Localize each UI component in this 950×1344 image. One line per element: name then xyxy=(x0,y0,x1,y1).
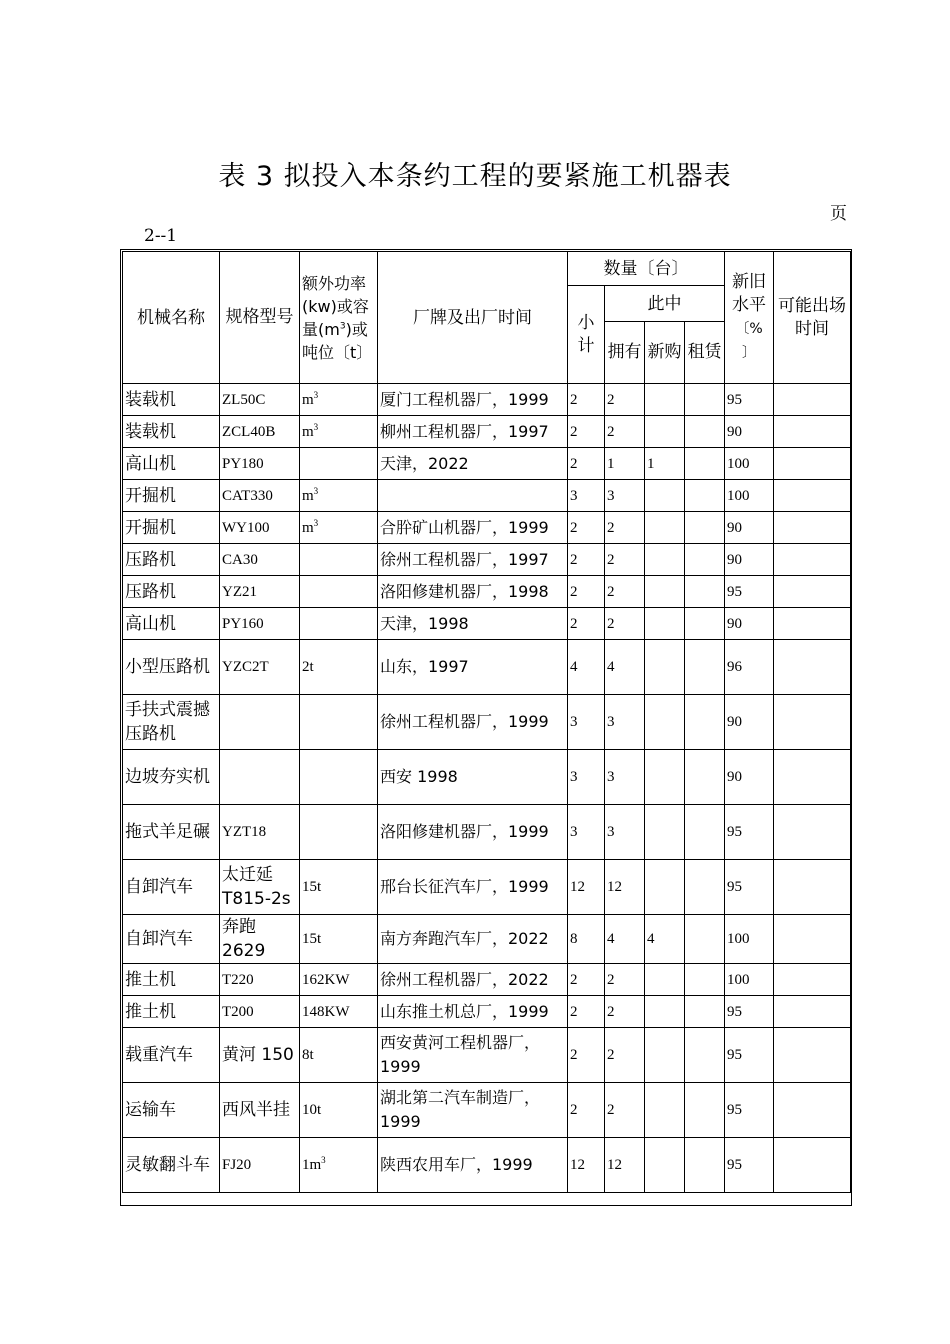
cell-name: 灵敏翻斗车 xyxy=(123,1138,220,1193)
cell-new-buy xyxy=(645,695,685,750)
cell-rent xyxy=(685,544,725,576)
table-row xyxy=(123,750,851,805)
cell-arrival xyxy=(774,608,851,640)
cell-owned: 2 xyxy=(605,416,645,448)
cell-model: PY160 xyxy=(220,608,300,640)
cell-condition: 96 xyxy=(725,640,774,695)
header-quantity: 数量〔台〕 xyxy=(568,252,725,286)
table-row xyxy=(123,576,851,608)
cell-owned: 4 xyxy=(605,915,645,964)
cell-name: 运输车 xyxy=(123,1083,220,1138)
cell-condition: 95 xyxy=(725,1083,774,1138)
cell-new-buy xyxy=(645,608,685,640)
cell-maker: 山东，1997 xyxy=(378,640,568,695)
cell-new-buy: 1 xyxy=(645,448,685,480)
table-row xyxy=(123,448,851,480)
cell-model: 太迁延 T815-2s xyxy=(220,860,300,915)
cell-arrival xyxy=(774,544,851,576)
page-label: 页 xyxy=(830,204,847,224)
cell-rent xyxy=(685,996,725,1028)
cell-rent xyxy=(685,915,725,964)
table-row xyxy=(123,915,851,964)
cell-condition: 95 xyxy=(725,1028,774,1083)
cell-power: $1m^3$ xyxy=(300,1138,378,1193)
cell-owned: 3 xyxy=(605,695,645,750)
cell-arrival xyxy=(774,416,851,448)
header-condition: 新旧水平 〔% 〕 xyxy=(725,252,774,384)
cell-model: T200 xyxy=(220,996,300,1028)
cell-subtotal: 3 xyxy=(568,805,605,860)
cell-name: 边坡夯实机 xyxy=(123,750,220,805)
header-subtotal: 小计 xyxy=(568,286,605,384)
cell-condition: 100 xyxy=(725,448,774,480)
cell-arrival xyxy=(774,1138,851,1193)
cell-name: 推土机 xyxy=(123,996,220,1028)
cell-arrival xyxy=(774,964,851,996)
cell-owned: 2 xyxy=(605,384,645,416)
cell-subtotal: 2 xyxy=(568,512,605,544)
cell-condition: 90 xyxy=(725,695,774,750)
cell-arrival xyxy=(774,860,851,915)
cell-arrival xyxy=(774,448,851,480)
cell-condition: 95 xyxy=(725,996,774,1028)
cell-condition: 95 xyxy=(725,860,774,915)
cell-arrival xyxy=(774,750,851,805)
cell-rent xyxy=(685,860,725,915)
cell-name: 手扶式震撼压路机 xyxy=(123,695,220,750)
cell-power xyxy=(300,448,378,480)
cell-owned: 2 xyxy=(605,1028,645,1083)
cell-name: 自卸汽车 xyxy=(123,915,220,964)
header-maker: 厂牌及出厂时间 xyxy=(378,252,568,384)
cell-subtotal: 3 xyxy=(568,480,605,512)
cell-owned: 2 xyxy=(605,964,645,996)
cell-new-buy: 4 xyxy=(645,915,685,964)
cell-condition: 90 xyxy=(725,512,774,544)
cell-maker: 徐州工程机器厂，1999 xyxy=(378,695,568,750)
cell-owned: 2 xyxy=(605,608,645,640)
cell-rent xyxy=(685,576,725,608)
header-rent: 租赁 xyxy=(685,322,725,384)
cell-power xyxy=(300,805,378,860)
cell-name: 开掘机 xyxy=(123,480,220,512)
cell-name: 高山机 xyxy=(123,448,220,480)
table-body xyxy=(123,384,851,1193)
cell-rent xyxy=(685,608,725,640)
cell-owned: 3 xyxy=(605,750,645,805)
cell-condition: 90 xyxy=(725,750,774,805)
cell-power: $m^3$ xyxy=(300,512,378,544)
cell-power: 8t xyxy=(300,1028,378,1083)
cell-condition: 95 xyxy=(725,805,774,860)
cell-owned: 12 xyxy=(605,1138,645,1193)
cell-power: $m^3$ xyxy=(300,384,378,416)
cell-model: ZCL40B xyxy=(220,416,300,448)
cell-arrival xyxy=(774,695,851,750)
cell-arrival xyxy=(774,576,851,608)
cell-model: CAT330 xyxy=(220,480,300,512)
table-row xyxy=(123,640,851,695)
cell-arrival xyxy=(774,996,851,1028)
cell-model: 奔跑 2629 xyxy=(220,915,300,964)
cell-new-buy xyxy=(645,512,685,544)
cell-subtotal: 12 xyxy=(568,860,605,915)
cell-arrival xyxy=(774,640,851,695)
cell-maker: 西安 1998 xyxy=(378,750,568,805)
cell-new-buy xyxy=(645,544,685,576)
cell-power xyxy=(300,544,378,576)
cell-new-buy xyxy=(645,416,685,448)
cell-subtotal: 2 xyxy=(568,448,605,480)
cell-power xyxy=(300,608,378,640)
table-row xyxy=(123,544,851,576)
cell-power: 10t xyxy=(300,1083,378,1138)
cell-power xyxy=(300,576,378,608)
cell-model: YZ21 xyxy=(220,576,300,608)
cell-subtotal: 2 xyxy=(568,996,605,1028)
cell-condition: 100 xyxy=(725,964,774,996)
cell-model: PY180 xyxy=(220,448,300,480)
cell-maker: 西安黄河工程机器厂，1999 xyxy=(378,1028,568,1083)
cell-subtotal: 3 xyxy=(568,695,605,750)
cell-maker: 天津，2022 xyxy=(378,448,568,480)
cell-maker: 厦门工程机器厂，1999 xyxy=(378,384,568,416)
cell-model: ZL50C xyxy=(220,384,300,416)
cell-name: 开掘机 xyxy=(123,512,220,544)
cell-power: 2t xyxy=(300,640,378,695)
cell-power: $m^3$ xyxy=(300,480,378,512)
cell-owned: 2 xyxy=(605,996,645,1028)
cell-model xyxy=(220,750,300,805)
cell-power: 15t xyxy=(300,860,378,915)
cell-model: 西风半挂 xyxy=(220,1083,300,1138)
cell-maker: 湖北第二汽车制造厂，1999 xyxy=(378,1083,568,1138)
cell-power: $m^3$ xyxy=(300,416,378,448)
machinery-table xyxy=(122,251,851,1193)
cell-model: CA30 xyxy=(220,544,300,576)
cell-maker: 洛阳修建机器厂，1998 xyxy=(378,576,568,608)
cell-subtotal: 3 xyxy=(568,750,605,805)
cell-subtotal: 2 xyxy=(568,1083,605,1138)
cell-maker: 邢台长征汽车厂，1999 xyxy=(378,860,568,915)
cell-model: 黄河 150 xyxy=(220,1028,300,1083)
cell-name: 载重汽车 xyxy=(123,1028,220,1083)
header-name: 机械名称 xyxy=(123,252,220,384)
cell-subtotal: 2 xyxy=(568,964,605,996)
cell-subtotal: 8 xyxy=(568,915,605,964)
cell-rent xyxy=(685,480,725,512)
header-new-buy: 新购 xyxy=(645,322,685,384)
cell-name: 小型压路机 xyxy=(123,640,220,695)
cell-subtotal: 2 xyxy=(568,576,605,608)
cell-rent xyxy=(685,1083,725,1138)
table-row xyxy=(123,416,851,448)
header-owned: 拥有 xyxy=(605,322,645,384)
cell-condition: 100 xyxy=(725,480,774,512)
table-row xyxy=(123,1028,851,1083)
cell-rent xyxy=(685,1138,725,1193)
cell-owned: 12 xyxy=(605,860,645,915)
cell-arrival xyxy=(774,805,851,860)
header-arrival: 可能出场时间 xyxy=(774,252,851,384)
cell-new-buy xyxy=(645,1138,685,1193)
cell-name: 自卸汽车 xyxy=(123,860,220,915)
cell-name: 高山机 xyxy=(123,608,220,640)
cell-arrival xyxy=(774,512,851,544)
table-row xyxy=(123,384,851,416)
table-row xyxy=(123,695,851,750)
cell-name: 推土机 xyxy=(123,964,220,996)
cell-new-buy xyxy=(645,640,685,695)
cell-power: 148KW xyxy=(300,996,378,1028)
table-row xyxy=(123,512,851,544)
cell-owned: 2 xyxy=(605,1083,645,1138)
header-power: 额外功率(kw)或容量$(m^3)$或吨位〔t〕 xyxy=(300,252,378,384)
cell-name: 压路机 xyxy=(123,576,220,608)
cell-model xyxy=(220,695,300,750)
cell-rent xyxy=(685,695,725,750)
table-row xyxy=(123,1083,851,1138)
table-row xyxy=(123,996,851,1028)
cell-model: YZT18 xyxy=(220,805,300,860)
cell-owned: 2 xyxy=(605,576,645,608)
cell-maker: 洛阳修建机器厂，1999 xyxy=(378,805,568,860)
cell-maker: 徐州工程机器厂，1997 xyxy=(378,544,568,576)
cell-model: FJ20 xyxy=(220,1138,300,1193)
header-model: 规格型号 xyxy=(220,252,300,384)
cell-arrival xyxy=(774,1028,851,1083)
cell-condition: 90 xyxy=(725,608,774,640)
cell-owned: 4 xyxy=(605,640,645,695)
cell-new-buy xyxy=(645,576,685,608)
cell-owned: 3 xyxy=(605,480,645,512)
cell-name: 装载机 xyxy=(123,384,220,416)
cell-maker: 柳州工程机器厂，1997 xyxy=(378,416,568,448)
cell-power: 15t xyxy=(300,915,378,964)
table-row xyxy=(123,1138,851,1193)
cell-rent xyxy=(685,416,725,448)
cell-new-buy xyxy=(645,480,685,512)
cell-subtotal: 2 xyxy=(568,384,605,416)
cell-name: 拖式羊足碾 xyxy=(123,805,220,860)
cell-new-buy xyxy=(645,860,685,915)
cell-subtotal: 2 xyxy=(568,608,605,640)
cell-rent xyxy=(685,384,725,416)
table-row xyxy=(123,964,851,996)
cell-rent xyxy=(685,1028,725,1083)
cell-maker: 天津，1998 xyxy=(378,608,568,640)
cell-arrival xyxy=(774,1083,851,1138)
cell-condition: 95 xyxy=(725,1138,774,1193)
cell-rent xyxy=(685,805,725,860)
cell-arrival xyxy=(774,480,851,512)
cell-maker: 徐州工程机器厂，2022 xyxy=(378,964,568,996)
cell-condition: 90 xyxy=(725,544,774,576)
cell-new-buy xyxy=(645,750,685,805)
cell-model: YZC2T xyxy=(220,640,300,695)
cell-maker: 山东推土机总厂，1999 xyxy=(378,996,568,1028)
cell-subtotal: 12 xyxy=(568,1138,605,1193)
cell-name: 压路机 xyxy=(123,544,220,576)
cell-condition: 95 xyxy=(725,384,774,416)
table-number: 2--1 xyxy=(144,226,178,246)
cell-rent xyxy=(685,750,725,805)
cell-rent xyxy=(685,512,725,544)
cell-condition: 95 xyxy=(725,576,774,608)
cell-subtotal: 2 xyxy=(568,416,605,448)
cell-subtotal: 2 xyxy=(568,544,605,576)
cell-power xyxy=(300,750,378,805)
cell-condition: 100 xyxy=(725,915,774,964)
cell-subtotal: 4 xyxy=(568,640,605,695)
cell-arrival xyxy=(774,915,851,964)
cell-condition: 90 xyxy=(725,416,774,448)
cell-new-buy xyxy=(645,1083,685,1138)
cell-new-buy xyxy=(645,384,685,416)
cell-owned: 3 xyxy=(605,805,645,860)
table-row xyxy=(123,805,851,860)
cell-maker: 陕西农用车厂，1999 xyxy=(378,1138,568,1193)
table-row xyxy=(123,480,851,512)
cell-new-buy xyxy=(645,805,685,860)
cell-rent xyxy=(685,640,725,695)
table-row xyxy=(123,860,851,915)
cell-owned: 1 xyxy=(605,448,645,480)
cell-model: WY100 xyxy=(220,512,300,544)
cell-power: 162KW xyxy=(300,964,378,996)
cell-maker: 南方奔跑汽车厂，2022 xyxy=(378,915,568,964)
table-row xyxy=(123,608,851,640)
cell-owned: 2 xyxy=(605,544,645,576)
cell-rent xyxy=(685,964,725,996)
cell-model: T220 xyxy=(220,964,300,996)
cell-new-buy xyxy=(645,964,685,996)
cell-new-buy xyxy=(645,996,685,1028)
cell-name: 装载机 xyxy=(123,416,220,448)
header-among: 此中 xyxy=(605,286,725,322)
cell-owned: 2 xyxy=(605,512,645,544)
cell-subtotal: 2 xyxy=(568,1028,605,1083)
cell-power xyxy=(300,695,378,750)
cell-new-buy xyxy=(645,1028,685,1083)
cell-maker xyxy=(378,480,568,512)
cell-maker: 合肸矿山机器厂，1999 xyxy=(378,512,568,544)
page-title: 表 3 拟投入本条约工程的要紧施工机器表 xyxy=(218,161,732,192)
cell-rent xyxy=(685,448,725,480)
cell-arrival xyxy=(774,384,851,416)
